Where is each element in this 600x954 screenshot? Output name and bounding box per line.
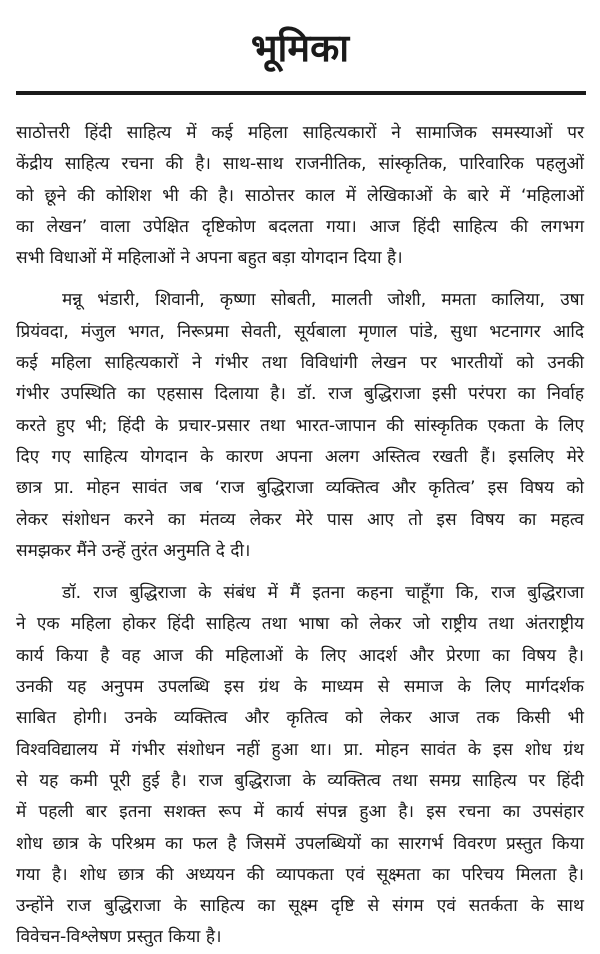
text-line-content: को छूने की कोशिश भी की है। साठोत्तर काल में लेखिकाओं के बारे में ‘महिलाओं (16, 185, 584, 206)
text-line-content: डॉ. राज बुद्धिराजा के संबंध में मैं इतना कहना चाहूँगा कि, राज बुद्धिराजा (62, 583, 584, 604)
text-line-content: उनकी यह अनुपम उपलब्धि इस ग्रंथ के माध्यम से समाज के लिए मार्गदर्शक (16, 677, 584, 698)
text-line (16, 212, 584, 243)
title-divider (16, 91, 586, 95)
text-line (16, 317, 584, 348)
text-line-content: से यह कमी पूरी हुई है। राज बुद्धिराजा के व्यक्तित्व तथा समग्र साहित्य पर हिंदी (16, 770, 584, 791)
text-line (16, 348, 584, 379)
text-line-content: कई महिला साहित्यकारों ने गंभीर तथा विविधांगी लेखन पर भारतीयों को उनकी (16, 353, 584, 374)
text-line-content: विश्वविद्यालय में गंभीर संशोधन नहीं हुआ था। प्रा. मोहन सावंत के इस शोध ग्रंथ (16, 739, 584, 760)
text-line (16, 411, 584, 442)
text-line (16, 641, 584, 672)
body-text (16, 118, 584, 954)
paragraph-3 (16, 578, 584, 954)
text-line-content: उन्होंने राज बुद्धिराजा के साहित्य का सूक्ष्म दृष्टि से संगम एवं सतर्कता के साथ (16, 896, 584, 917)
text-line-content: साबित होगी। उनके व्यक्तित्व और कृतित्व को लेकर आज तक किसी भी (16, 708, 584, 729)
text-line (16, 536, 584, 567)
text-line-content: विवेचन-विश्लेषण प्रस्तुत किया है। (16, 927, 222, 948)
text-line-content: गया है। शोध छात्र की अध्ययन की व्यापकता एवं सूक्ष्मता का परिचय मिलता है। (16, 864, 584, 885)
text-line (16, 860, 584, 891)
text-line (16, 379, 584, 410)
text-line (16, 473, 584, 504)
text-line-content: प्रियंवदा, मंजुल भगत, निरूप्रमा सेवती, सूर्यबाला मृणाल पांडे, सुधा भटनागर आदि (16, 321, 584, 342)
text-line (16, 703, 584, 734)
text-line (16, 578, 584, 609)
text-line-content: कार्य किया है वह आज की महिलाओं के लिए आदर्श और प्रेरणा का विषय है। (16, 645, 584, 666)
text-line (16, 505, 584, 536)
text-line-content: केंद्रीय साहित्य रचना की है। साथ-साथ राजनीतिक, सांस्कृतिक, पारिवारिक पहलुओं (16, 154, 584, 175)
text-line (16, 609, 584, 640)
text-line-content: लेकर संशोधन करने का मंतव्य लेकर मेरे पास आए तो इस विषय का महत्व (16, 509, 584, 530)
text-line (16, 118, 584, 149)
text-line-content: गंभीर उपस्थिति का एहसास दिलाया है। डॉ. राज बुद्धिराजा इसी परंपरा का निर्वाह (16, 384, 584, 405)
text-line (16, 735, 584, 766)
text-line-content: में पहली बार इतना सशक्त रूप में कार्य संपन्न हुआ है। इस रचना का उपसंहार (16, 802, 584, 823)
paragraph-1 (16, 118, 584, 274)
text-line-content: समझकर मैंने उन्हें तुरंत अनुमति दे दी। (16, 540, 251, 561)
text-line (16, 672, 584, 703)
text-line (16, 243, 584, 274)
text-line (16, 829, 584, 860)
text-line-content: का लेखन’ वाला उपेक्षित दृष्टिकोण बदलता गया। आज हिंदी साहित्य की लगभग (16, 216, 584, 237)
text-line-content: सभी विधाओं में महिलाओं ने अपना बहुत बड़ा योगदान दिया है। (16, 248, 403, 269)
text-line (16, 797, 584, 828)
text-line (16, 442, 584, 473)
text-line-content: साठोत्तरी हिंदी साहित्य में कई महिला साहित्यकारों ने सामाजिक समस्याओं पर (16, 123, 584, 143)
paragraph-2 (16, 285, 584, 567)
text-line (16, 285, 584, 316)
text-line-content: करते हुए भी; हिंदी के प्रचार-प्रसार तथा भारत-जापान की सांस्कृतिक एकता के लिए (16, 415, 584, 436)
text-line (16, 922, 584, 953)
text-line-content: दिए गए साहित्य योगदान के कारण अपना अलग अस्तित्व रखती हैं। इसलिए मेरे (16, 446, 584, 467)
text-line (16, 149, 584, 180)
text-line (16, 181, 584, 212)
page-title: भूमिका (250, 26, 350, 70)
text-line (16, 891, 584, 922)
text-line-content: छात्र प्रा. मोहन सावंत जब ‘राज बुद्धिराजा व्यक्तित्व और कृतित्व’ इस विषय को (16, 478, 584, 499)
text-line (16, 766, 584, 797)
text-line-content: मन्नू भंडारी, शिवानी, कृष्णा सोबती, मालती जोशी, ममता कालिया, उषा (62, 290, 584, 311)
text-line-content: ने एक महिला होकर हिंदी साहित्य तथा भाषा को लेकर जो राष्ट्रीय तथा अंतराष्ट्रीय (16, 614, 584, 635)
text-line-content: शोध छात्र के परिश्रम का फल है जिसमें उपलब्धियों का सारगर्भ विवरण प्रस्तुत किया (16, 833, 584, 854)
